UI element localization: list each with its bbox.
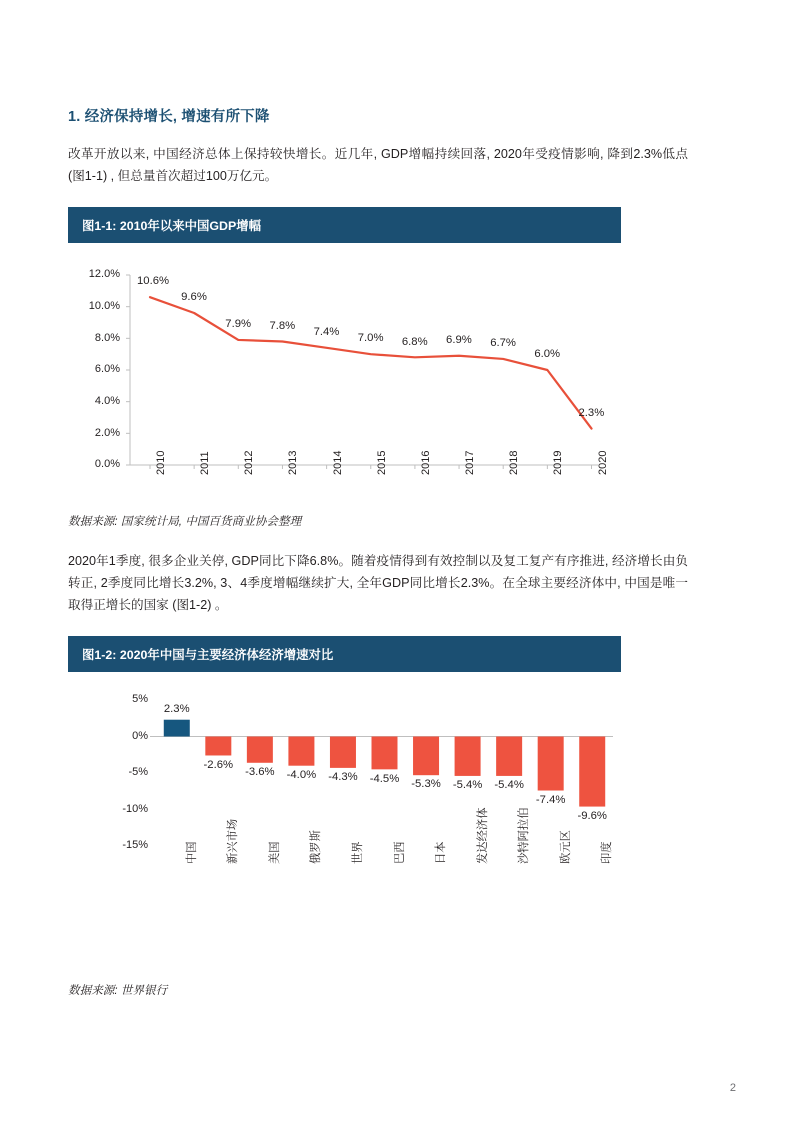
bar-category-label: 欧元区 [559,830,572,865]
bar [496,737,522,776]
bar-value-label: -9.6% [577,809,607,822]
y-axis-tick-label: 10.0% [88,299,120,312]
bar [164,720,190,737]
bar-category-label: 发达经济体 [476,807,489,865]
x-axis-tick-label: 2011 [199,451,212,476]
bar [247,737,273,763]
bar [538,737,564,791]
bar-value-label: -5.4% [452,779,483,792]
bar-value-label: -4.0% [286,768,317,781]
x-axis-tick-label: 2020 [596,450,609,476]
figure-2-chart [68,686,621,976]
bar [288,737,314,766]
x-axis-tick-label: 2015 [375,450,388,476]
data-point-label: 6.8% [401,335,428,348]
gdp-growth-line-chart [68,257,621,507]
bar [205,737,231,756]
x-axis-tick-label: 2010 [155,450,167,476]
bar [330,737,356,768]
data-point-label: 6.7% [490,337,516,350]
bar-value-label: -7.4% [535,793,566,806]
page-number: 2 [729,1082,736,1094]
paragraph-2: 2020年1季度, 很多企业关停, GDP同比下降6.8%。随着疫情得到有效控制以及复工复产有序推进, 经济增长由负转正, 2季度同比增长3.2%, 3、4季度增幅继续扩大, 全年GDP同比增长2.3%。在全球主要经济体中, 中国是唯一取得正增长的国家 (图1-2) 。 [68,554,688,612]
y-axis-tick-label: -5% [128,766,148,779]
bar-chart-svg [68,686,621,976]
y-axis-tick-label: 4.0% [94,394,120,407]
bar-value-label: -4.5% [369,772,400,785]
y-axis-tick-label: 6.0% [94,363,120,376]
line-chart-svg [68,257,621,507]
y-axis-tick-label: -15% [122,839,148,852]
bar [372,737,398,770]
data-point-label: 10.6% [137,275,170,288]
y-axis-tick-label: -10% [122,802,148,815]
bar-category-label: 世界 [351,841,364,865]
data-point-label: 6.9% [446,334,472,347]
y-axis-tick-label: 8.0% [94,331,120,344]
data-point-label: 7.4% [313,326,340,339]
bar-category-label: 新兴市场 [227,819,240,865]
bar-category-label: 沙特阿拉伯 [518,807,531,865]
data-point-label: 2.3% [578,406,605,419]
x-axis-tick-label: 2016 [419,450,432,476]
bar-value-label: -3.6% [245,766,275,779]
bar-value-label: 2.3% [163,702,190,715]
bar-value-label: -2.6% [203,758,234,771]
bar-value-label: -5.3% [411,778,441,791]
figure-2-block [68,636,688,998]
bar [579,737,605,807]
y-axis-tick-label: 0% [132,729,148,742]
bar-category-label: 中国 [185,841,198,865]
figure-1-source: 数据来源: 国家统计局, 中国百货商业协会整理 [68,515,302,529]
bar-value-label: -5.4% [494,779,524,792]
page-content [68,105,688,1020]
bar-category-label: 巴西 [393,841,406,865]
data-point-label: 9.6% [181,291,207,304]
x-axis-tick-label: 2019 [552,450,565,476]
x-axis-tick-label: 2017 [464,450,477,476]
bar-value-label: -4.3% [328,771,358,784]
figure-1-header: 图1-1: 2010年以来中国GDP增幅 [68,207,621,243]
data-point-label: 7.0% [357,332,384,345]
data-point-label: 7.8% [269,319,296,332]
economy-growth-bar-chart [68,686,621,976]
x-axis-tick-label: 2013 [287,450,300,476]
y-axis-tick-label: 5% [132,693,148,706]
figure-1-chart [68,257,621,507]
bar [455,737,481,776]
data-point-label: 6.0% [534,348,561,361]
bar-category-label: 印度 [601,841,614,865]
y-axis-tick-label: 2.0% [94,426,120,439]
data-point-label: 7.9% [225,318,252,331]
y-axis-tick-label: 0.0% [94,458,120,471]
figure-2-source: 数据来源: 世界银行 [68,984,168,998]
x-axis-tick-label: 2018 [508,450,521,476]
figure-2-header: 图1-2: 2020年中国与主要经济体经济增速对比 [68,636,621,672]
x-axis-tick-label: 2012 [243,450,256,476]
x-axis-tick-label: 2014 [331,450,344,476]
page-title: 1. 经济保持增长, 增速有所下降 [68,109,270,125]
bar-category-label: 俄罗斯 [310,830,323,865]
figure-1-block [68,207,688,529]
paragraph-1: 改革开放以来, 中国经济总体上保持较快增长。近几年, GDP增幅持续回落, 2020年受疫情影响, 降到2.3%低点 (图1-1) , 但总量首次超过100万亿元。 [68,147,688,183]
bar-category-label: 美国 [268,841,281,865]
bar [413,737,439,776]
bar-category-label: 日本 [435,841,448,865]
y-axis-tick-label: 12.0% [88,268,120,281]
